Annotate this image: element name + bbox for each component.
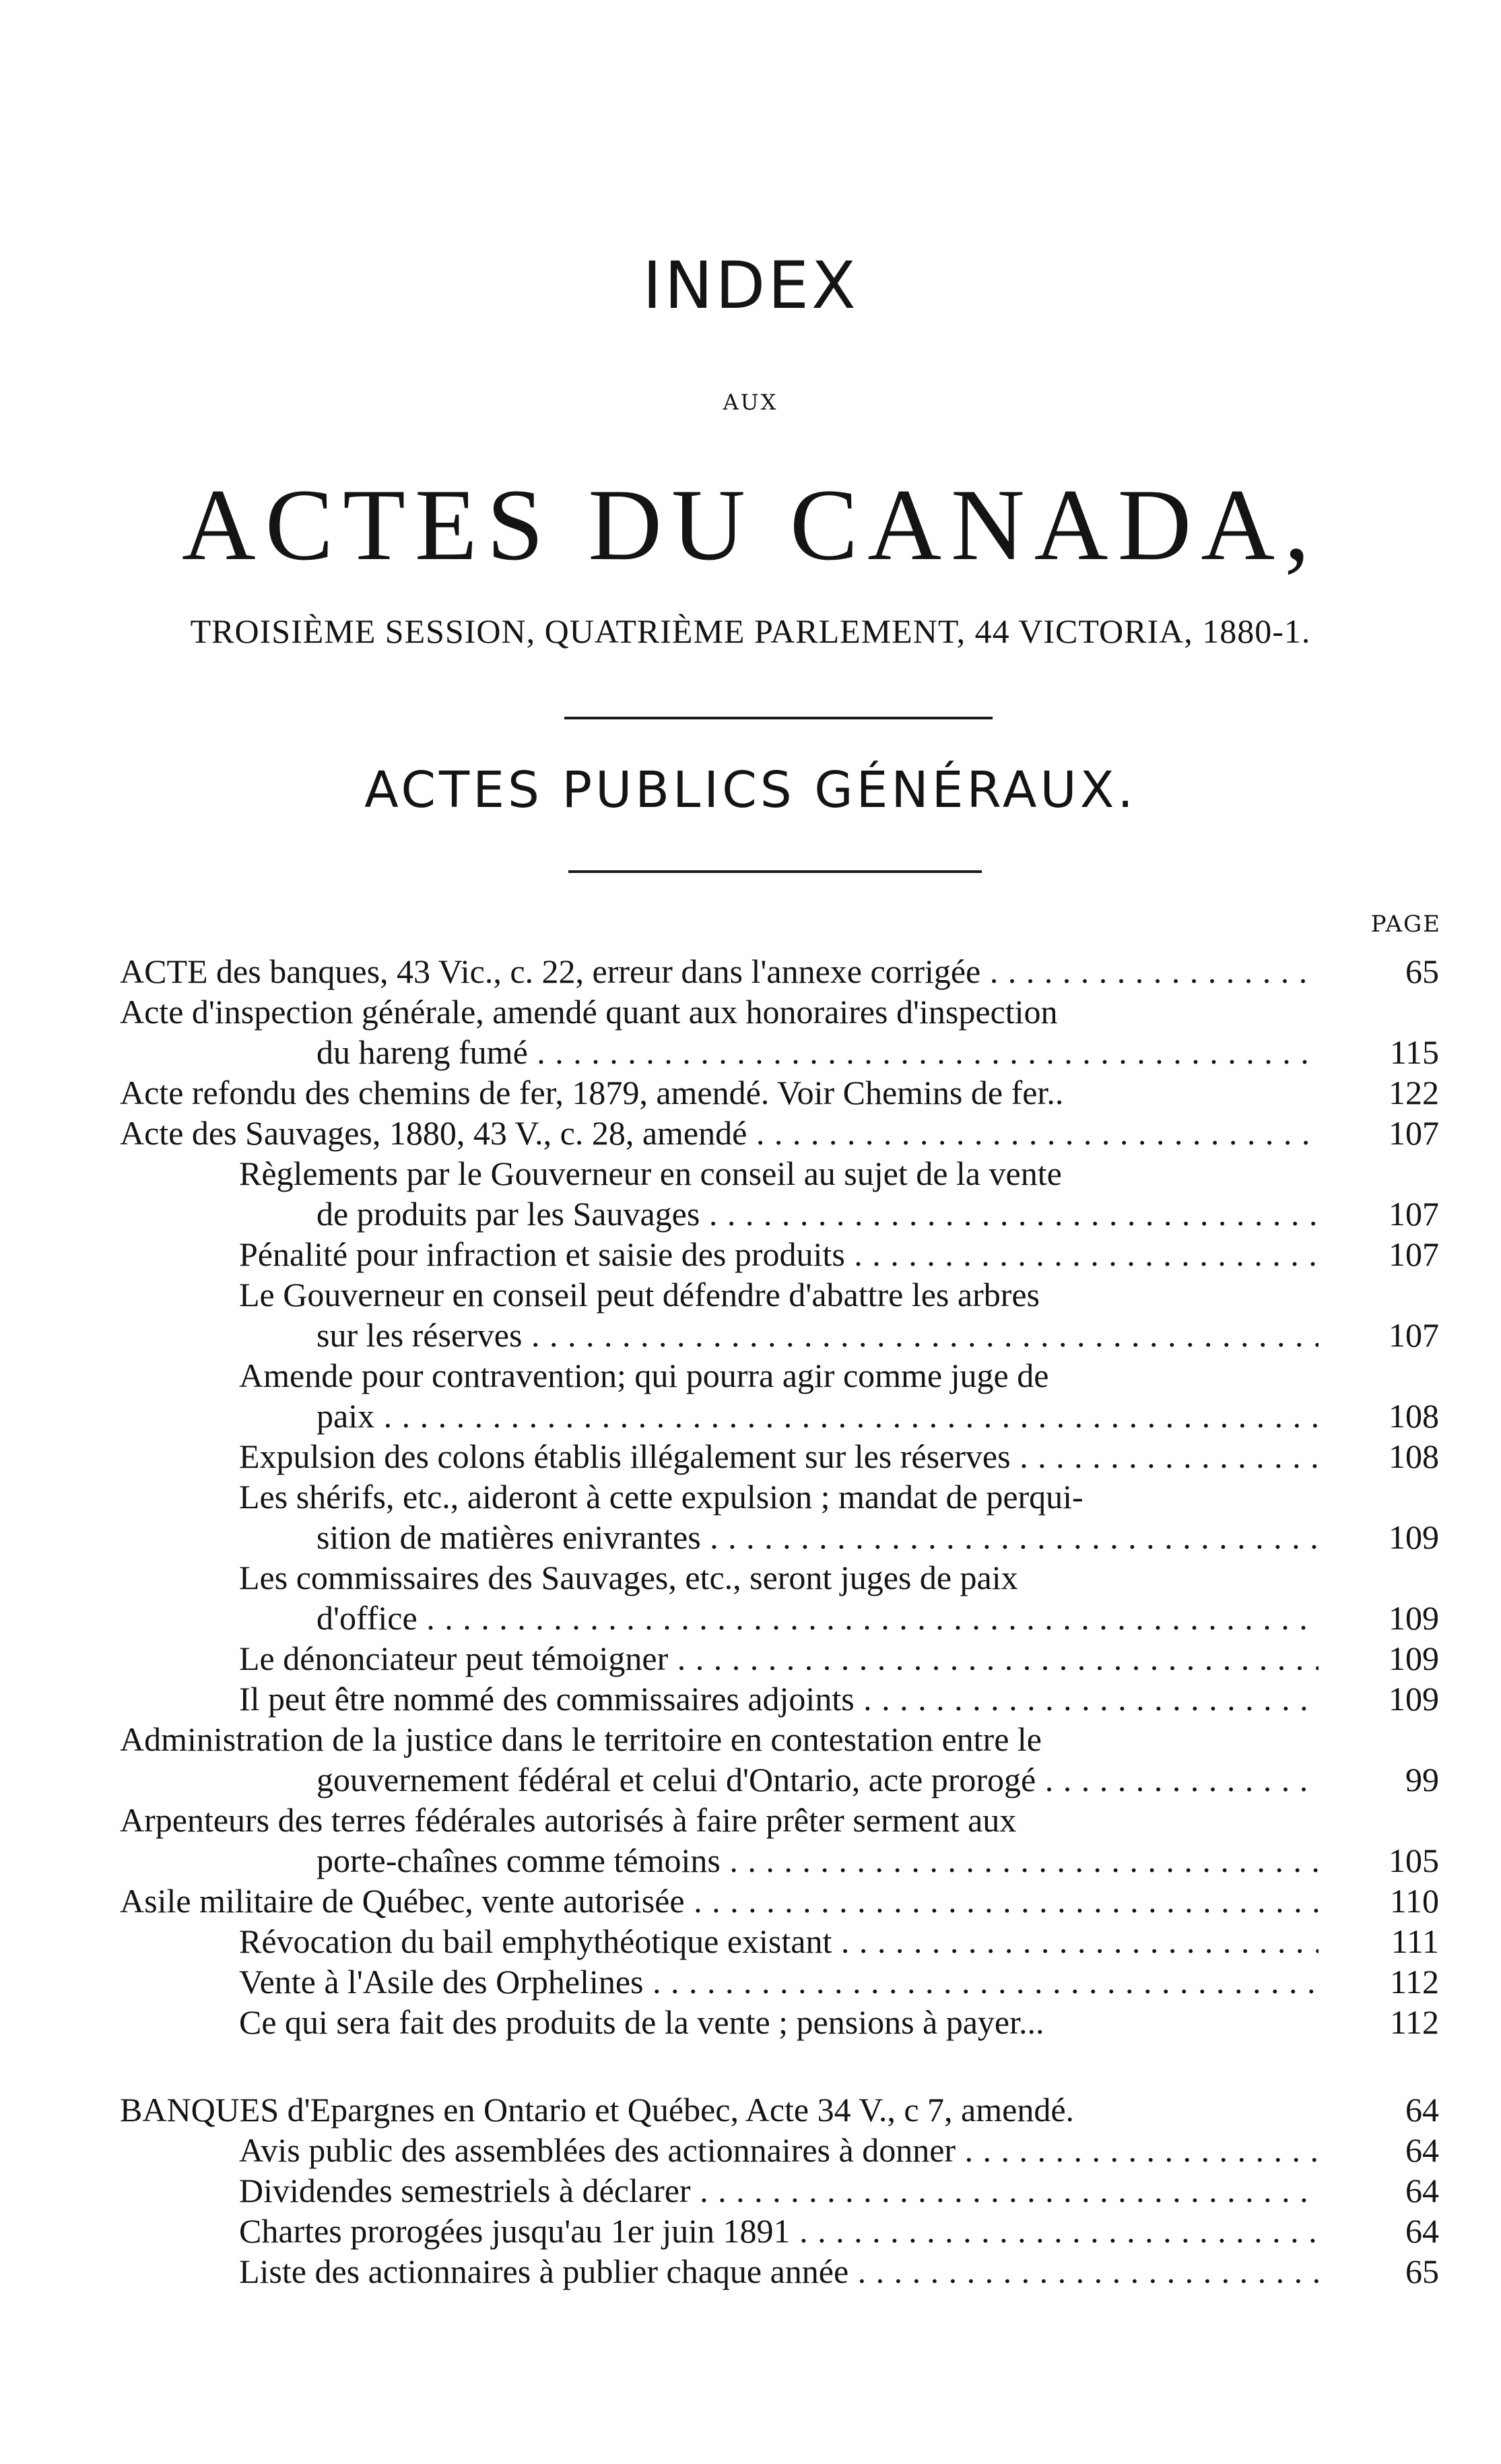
entry-text: Dividendes semestriels à déclarer . . . [239,2170,1319,2211]
entry-page: 107 [1389,1316,1439,1354]
index-entry [0,1598,1501,1638]
index-entry [0,1072,1501,1113]
entry-page: 109 [1389,1518,1439,1556]
index-entry [0,1032,1501,1072]
index-entry [0,1436,1501,1477]
entry-page: 112 [1389,2003,1439,2041]
title-connector: AUX [723,389,778,415]
entry-page: 65 [1405,952,1439,990]
entry-text: du hareng fumé . . . [316,1032,1319,1072]
index-entry [0,1113,1501,1153]
index-entry [0,951,1501,992]
entry-page: 99 [1405,1761,1439,1798]
entry-page: 109 [1389,1640,1439,1677]
index-entry [0,1679,1501,1719]
entry-text: paix . . . [316,1396,1319,1436]
entry-text: gouvernement fédéral et celui d'Ontario, acte prorogé . . . [316,1759,1319,1800]
index-entry [0,1194,1501,1234]
entry-page: 108 [1389,1437,1439,1475]
index-entry [0,1921,1501,1962]
index-entry [0,1557,1501,1598]
index-entry [0,2089,1501,2130]
entry-text: Règlements par le Gouverneur en conseil au sujet de la vente [239,1155,1062,1192]
entry-text: Le dénonciateur peut témoigner . . . [239,1638,1319,1679]
index-entry [0,1759,1501,1800]
index-entry [0,1881,1501,1921]
entry-page: 107 [1389,1235,1439,1273]
index-entry [0,2170,1501,2211]
entry-text: BANQUES d'Epargnes en Ontario et Québec, Acte 34 V., c 7, amendé. [120,2091,1075,2129]
entry-text: Amende pour contravention; qui pourra agir comme juge de [239,1357,1049,1394]
index-entry [0,2002,1501,2042]
entry-text: Révocation du bail emphythéotique existant . . . [239,1921,1319,1962]
entry-page: 65 [1405,2252,1439,2290]
divider-rule [564,717,993,719]
index-entry [0,1840,1501,1881]
entry-text: Administration de la justice dans le territoire en contestation entre le [120,1720,1042,1758]
index-entry [0,1234,1501,1274]
entry-text: Liste des actionnaires à publier chaque année . . . [239,2251,1319,2292]
section-title: ACTES PUBLICS GÉNÉRAUX. [364,761,1137,819]
entry-text: sition de matières enivrantes . . . [316,1517,1319,1557]
index-entry [0,1477,1501,1517]
index-entry [0,1962,1501,2002]
entry-text: Asile militaire de Québec, vente autorisée . . . [120,1881,1319,1921]
entry-text: Ce qui sera fait des produits de la vente ; pensions à payer... [239,2003,1044,2041]
entry-text: Les shérifs, etc., aideront à cette expulsion ; mandat de perqui- [239,1478,1083,1516]
entry-page: 64 [1405,2212,1439,2250]
entry-text: Acte refondu des chemins de fer, 1879, amendé. Voir Chemins de fer.. [120,1074,1064,1111]
entry-text: sur les réserves . . . [316,1315,1319,1355]
index-entry [0,1517,1501,1557]
index-entry [0,1153,1501,1194]
index-entry [0,2251,1501,2292]
main-title: ACTES DU CANADA, [181,468,1320,581]
page-title: INDEX [642,248,859,323]
entry-text: Chartes prorogées jusqu'au 1er juin 1891 . . . [239,2211,1319,2251]
index-entry [0,2130,1501,2170]
entry-text: Arpenteurs des terres fédérales autorisés à faire prêter serment aux [120,1801,1017,1839]
entry-text: porte-chaînes comme témoins . . . [316,1840,1319,1881]
entry-text: Avis public des assemblées des actionnaires à donner . . . [239,2130,1319,2170]
entry-page: 122 [1389,1074,1439,1111]
entry-text: ACTE des banques, 43 Vic., c. 22, erreur dans l'annexe corrigée . . . [120,951,1319,992]
index-entry [0,1355,1501,1396]
entry-page: 64 [1405,2172,1439,2209]
entry-page: 110 [1389,1882,1439,1920]
entry-page: 107 [1389,1195,1439,1233]
index-entry [0,1315,1501,1355]
entry-page: 107 [1389,1114,1439,1152]
index-entry [0,992,1501,1032]
page-column-header: PAGE [1370,911,1441,938]
entry-text: Acte des Sauvages, 1880, 43 V., c. 28, amendé . . . [120,1113,1319,1153]
entry-page: 64 [1405,2091,1439,2129]
index-entry [0,1638,1501,1679]
index-entry [0,2211,1501,2251]
entry-text: d'office . . . [316,1598,1319,1638]
entry-text: Il peut être nommé des commissaires adjoints . . . [239,1679,1319,1719]
entry-text: Pénalité pour infraction et saisie des produits . . . [239,1234,1319,1274]
index-entry [0,1274,1501,1315]
entry-text: Le Gouverneur en conseil peut défendre d'abattre les arbres [239,1276,1040,1314]
entry-page: 115 [1389,1033,1439,1071]
entry-page: 109 [1389,1599,1439,1637]
entry-page: 109 [1389,1680,1439,1718]
entry-text: Les commissaires des Sauvages, etc., seront juges de paix [239,1559,1018,1596]
entry-page: 105 [1389,1842,1439,1879]
entry-text: de produits par les Sauvages . . . [316,1194,1319,1234]
entry-text: Vente à l'Asile des Orphelines . . . [239,1962,1319,2002]
session-line: TROISIÈME SESSION, QUATRIÈME PARLEMENT, 44 VICTORIA, 1880-1. [190,612,1311,650]
entry-page: 112 [1389,1963,1439,2001]
index-entry [0,1800,1501,1840]
entry-page: 108 [1389,1397,1439,1435]
entry-text: Expulsion des colons établis illégalement sur les réserves . . . [239,1436,1319,1477]
divider-rule [568,870,982,873]
entry-text: Acte d'inspection générale, amendé quant aux honoraires d'inspection [120,993,1058,1031]
index-entry [0,1719,1501,1759]
entry-page: 111 [1391,1922,1439,1960]
index-entry [0,1396,1501,1436]
entry-page: 64 [1405,2131,1439,2169]
